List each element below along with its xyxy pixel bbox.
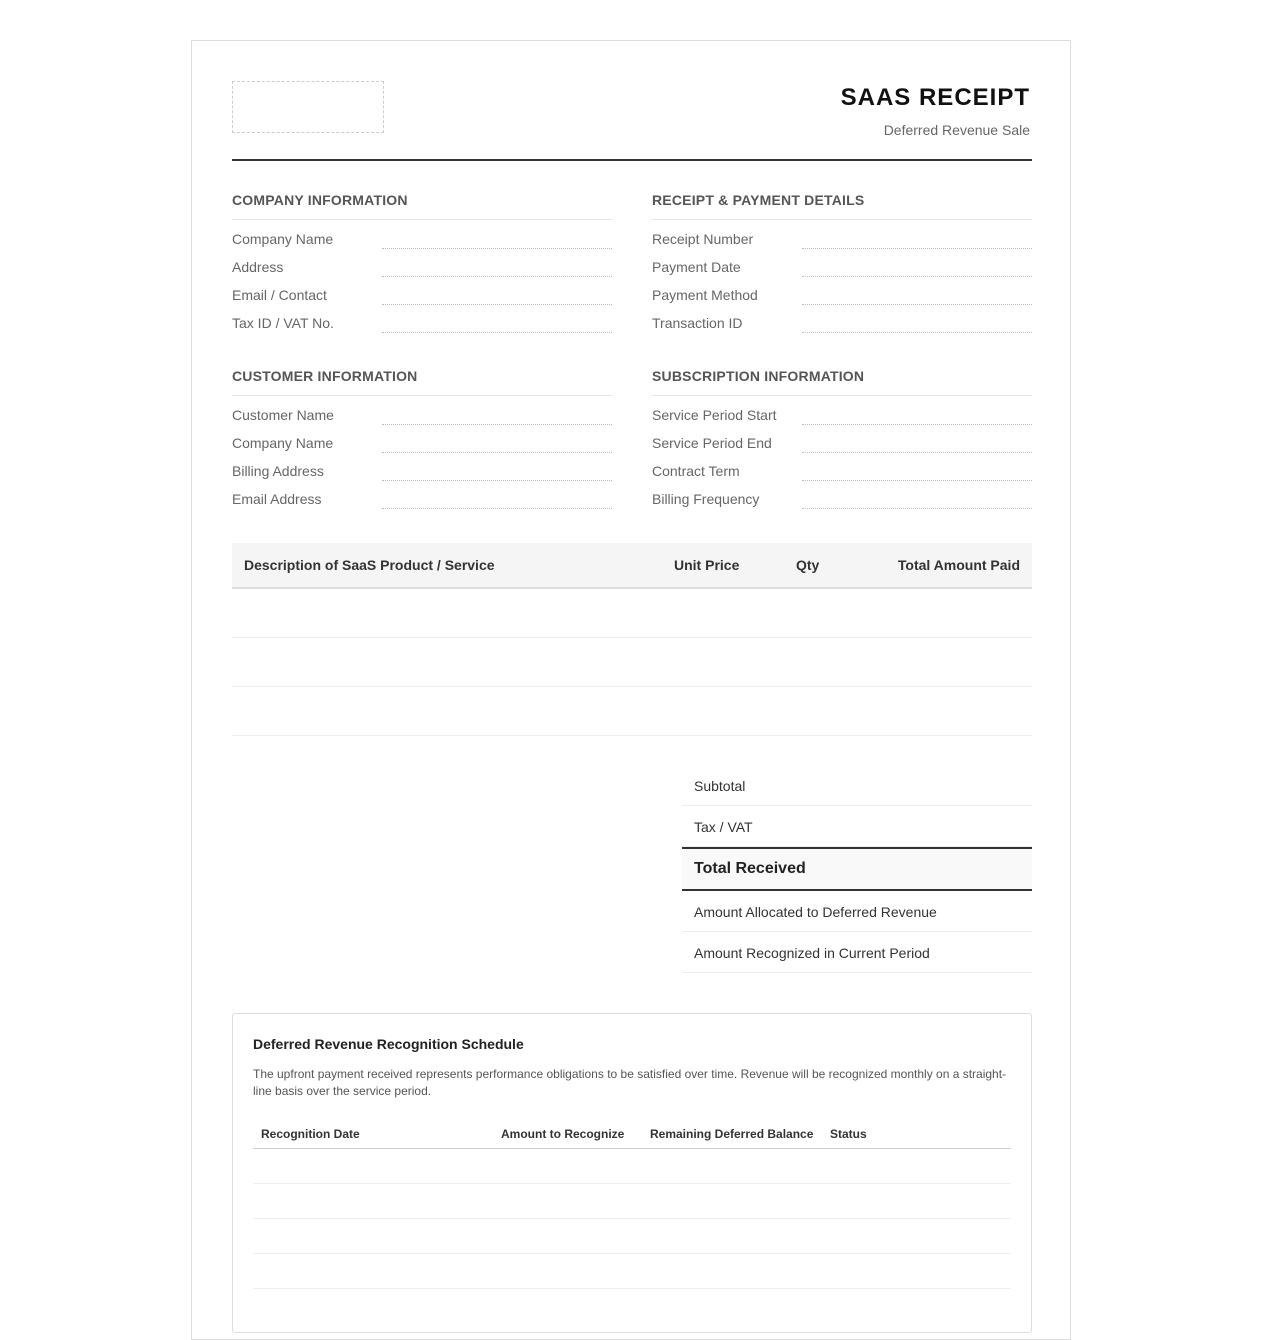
table-row[interactable] <box>253 1254 1011 1289</box>
col-recognition-date: Recognition Date <box>261 1127 360 1141</box>
recognized-revenue-label: Amount Recognized in Current Period <box>694 945 930 961</box>
receipt-subtitle: Deferred Revenue Sale <box>883 122 1030 138</box>
col-unit-price: Unit Price <box>674 557 740 573</box>
recognition-schedule <box>232 1013 1032 1333</box>
field-label: Billing Frequency <box>652 491 760 507</box>
deferred-revenue-row[interactable] <box>682 891 1032 932</box>
schedule-table <box>253 1118 1011 1289</box>
payment-date-field[interactable] <box>652 248 1032 276</box>
line-items-table <box>232 543 1032 736</box>
service-period-end-field[interactable] <box>652 424 1032 452</box>
field-line[interactable] <box>802 508 1032 509</box>
field-label: Transaction ID <box>652 315 743 331</box>
email-address-field[interactable] <box>232 480 612 508</box>
subtotal-row[interactable] <box>682 765 1032 806</box>
company-name-field[interactable] <box>232 220 612 248</box>
billing-address-field[interactable] <box>232 452 612 480</box>
tax-label: Tax / VAT <box>694 819 753 835</box>
field-line[interactable] <box>382 508 612 509</box>
deferred-revenue-label: Amount Allocated to Deferred Revenue <box>694 904 937 920</box>
table-row[interactable] <box>253 1184 1011 1219</box>
field-line[interactable] <box>802 332 1032 333</box>
schedule-title: Deferred Revenue Recognition Schedule <box>253 1036 524 1052</box>
tax-row[interactable] <box>682 806 1032 847</box>
table-row[interactable] <box>232 638 1032 687</box>
field-label: Tax ID / VAT No. <box>232 315 334 331</box>
receipt-number-field[interactable] <box>652 220 1032 248</box>
field-label: Service Period Start <box>652 407 777 423</box>
table-row[interactable] <box>253 1149 1011 1184</box>
tax-id-field[interactable] <box>232 304 612 332</box>
col-remaining-balance: Remaining Deferred Balance <box>650 1127 814 1141</box>
table-row[interactable] <box>232 589 1032 638</box>
subscription-info-heading: SUBSCRIPTION INFORMATION <box>652 369 1032 396</box>
field-label: Company Name <box>232 435 334 451</box>
table-row[interactable] <box>232 687 1032 736</box>
transaction-id-field[interactable] <box>652 304 1032 332</box>
receipt-details-section <box>652 193 1032 332</box>
field-label: Company Name <box>232 231 334 247</box>
service-period-start-field[interactable] <box>652 396 1032 424</box>
billing-frequency-field[interactable] <box>652 480 1032 508</box>
logo-placeholder[interactable] <box>232 81 384 133</box>
field-label: Billing Address <box>232 463 324 479</box>
header-divider <box>232 159 1032 161</box>
subtotal-label: Subtotal <box>694 778 746 794</box>
contract-term-field[interactable] <box>652 452 1032 480</box>
recognized-revenue-row[interactable] <box>682 932 1032 973</box>
payment-method-field[interactable] <box>652 276 1032 304</box>
col-amount-to-recognize: Amount to Recognize <box>501 1127 625 1141</box>
line-items-header <box>232 543 1032 589</box>
customer-company-field[interactable] <box>232 424 612 452</box>
col-qty: Qty <box>796 557 820 573</box>
field-label: Service Period End <box>652 435 772 451</box>
col-status: Status <box>830 1127 867 1141</box>
field-label: Payment Method <box>652 287 758 303</box>
total-received-row[interactable] <box>682 847 1032 891</box>
receipt-details-heading: RECEIPT & PAYMENT DETAILS <box>652 193 1032 220</box>
col-description: Description of SaaS Product / Service <box>244 557 495 573</box>
table-row[interactable] <box>253 1219 1011 1254</box>
field-label: Email / Contact <box>232 287 327 303</box>
customer-name-field[interactable] <box>232 396 612 424</box>
address-field[interactable] <box>232 248 612 276</box>
customer-info-section <box>232 369 612 508</box>
field-label: Email Address <box>232 491 322 507</box>
field-label: Address <box>232 259 284 275</box>
field-label: Payment Date <box>652 259 741 275</box>
email-contact-field[interactable] <box>232 276 612 304</box>
field-label: Customer Name <box>232 407 334 423</box>
company-info-section <box>232 193 612 332</box>
receipt-page <box>191 40 1071 1340</box>
field-label: Receipt Number <box>652 231 754 247</box>
col-total-amount: Total Amount Paid <box>897 557 1020 573</box>
subscription-info-section <box>652 369 1032 508</box>
field-line[interactable] <box>382 332 612 333</box>
total-received-label: Total Received <box>694 860 806 877</box>
schedule-description: The upfront payment received represents performance obligations to be satisfied over time. Revenue will be recognized monthly on a straight-line basis over the service period. <box>253 1067 1007 1098</box>
receipt-title: SAAS RECEIPT <box>840 84 1030 111</box>
schedule-header <box>253 1118 1011 1149</box>
customer-info-heading: CUSTOMER INFORMATION <box>232 369 612 396</box>
company-info-heading: COMPANY INFORMATION <box>232 193 612 220</box>
field-label: Contract Term <box>652 463 740 479</box>
totals-block <box>682 765 1032 973</box>
